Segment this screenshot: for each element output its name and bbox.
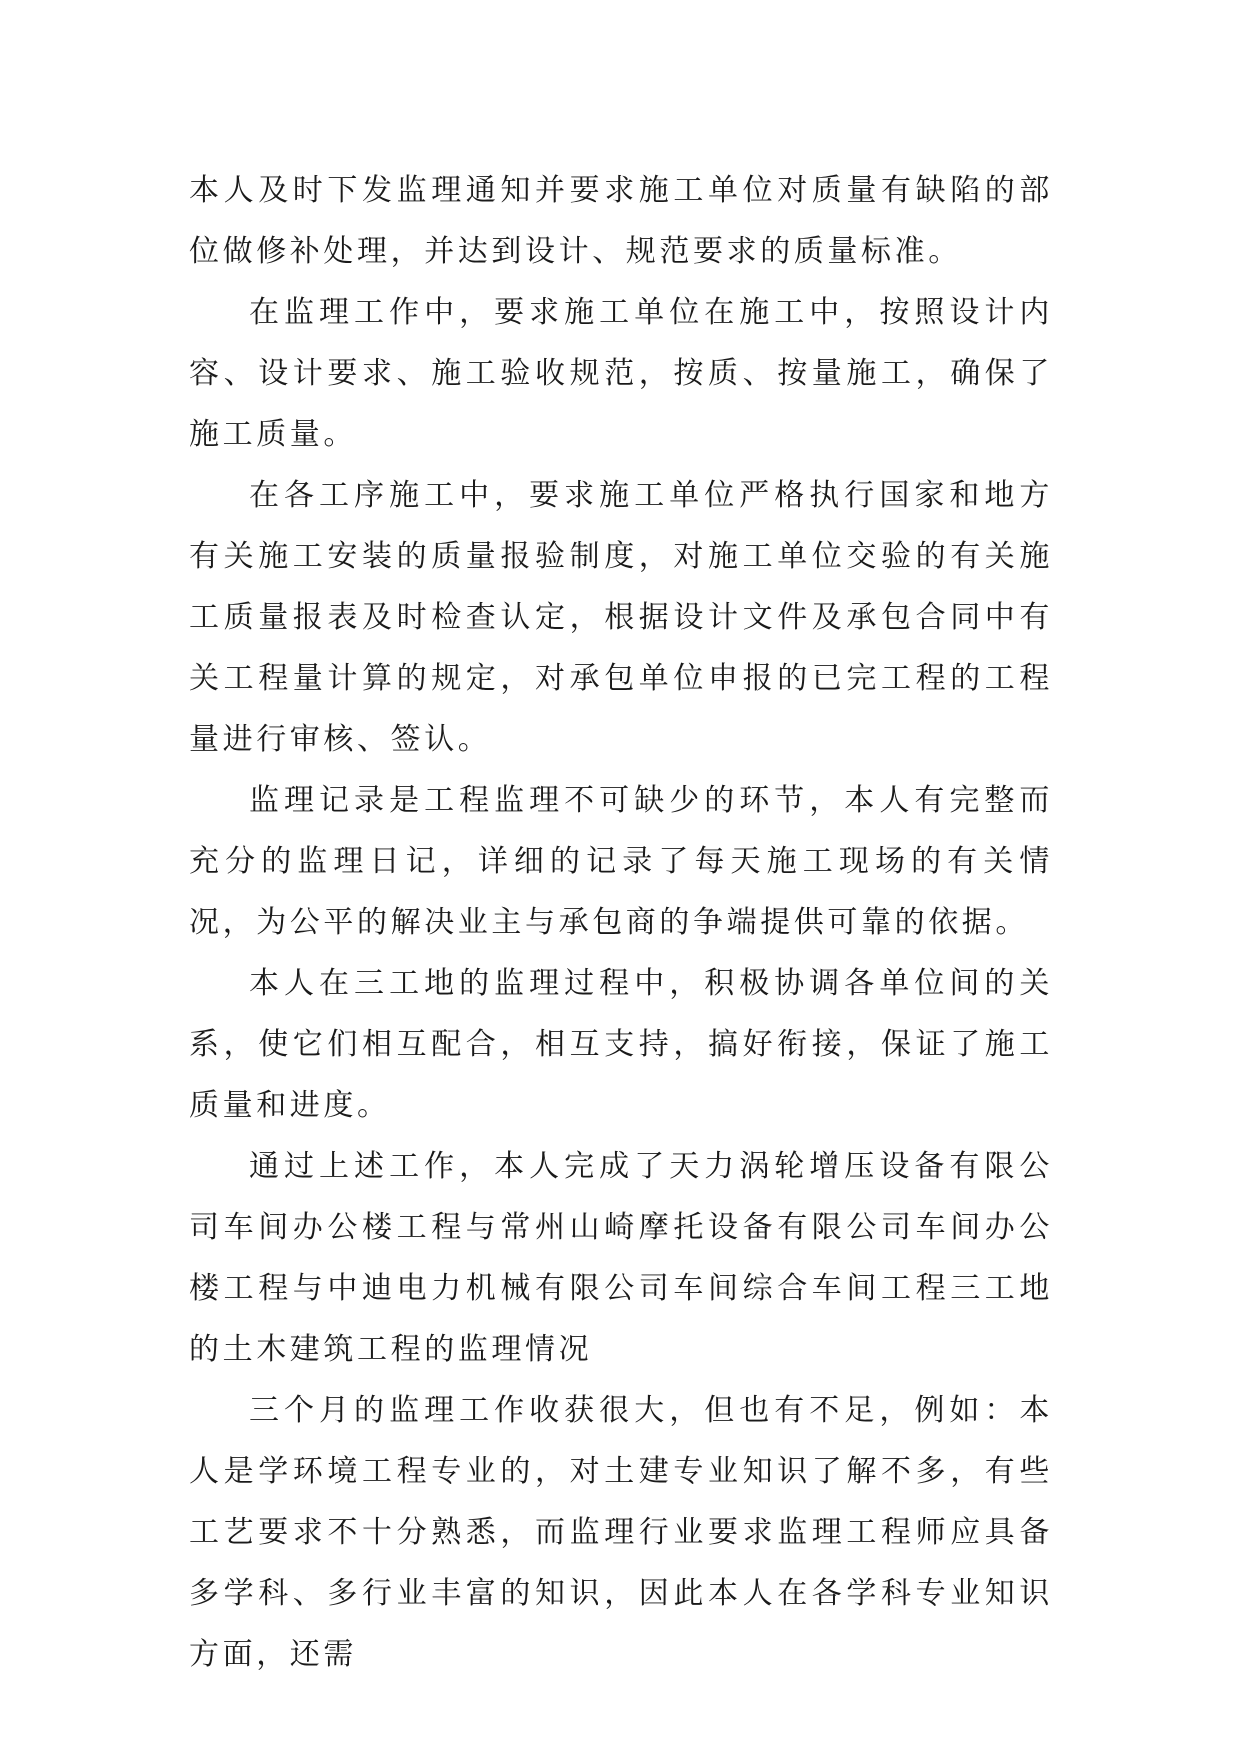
paragraph-2: 在监理工作中，要求施工单位在施工中，按照设计内容、设计要求、施工验收规范，按质、按量施工，确保了施工质量。 (189, 295, 1053, 452)
paragraph-6: 通过上述工作，本人完成了天力涡轮增压设备有限公司车间办公楼工程与常州山崎摩托设备有限公司车间办公楼工程与中迪电力机械有限公司车间综合车间工程三工地的土木建筑工程的监理情况 (189, 1149, 1053, 1367)
paragraph-3: 在各工序施工中，要求施工单位严格执行国家和地方有关施工安装的质量报验制度，对施工单位交验的有关施工质量报表及时检查认定，根据设计文件及承包合同中有关工程量计算的规定，对承包单位申报的已完工程的工程量进行审核、签认。 (189, 478, 1053, 757)
document-body (189, 160, 1053, 1685)
paragraph-4: 监理记录是工程监理不可缺少的环节，本人有完整而充分的监理日记，详细的记录了每天施工现场的有关情况，为公平的解决业主与承包商的争端提供可靠的依据。 (189, 783, 1053, 940)
paragraph-7: 三个月的监理工作收获很大，但也有不足，例如：本人是学环境工程专业的，对土建专业知识了解不多，有些工艺要求不十分熟悉，而监理行业要求监理工程师应具备多学科、多行业丰富的知识，因此本人在各学科专业知识方面，还需 (189, 1393, 1053, 1672)
paragraph-5: 本人在三工地的监理过程中，积极协调各单位间的关系，使它们相互配合，相互支持，搞好衔接，保证了施工质量和进度。 (189, 966, 1053, 1123)
paragraph-1: 本人及时下发监理通知并要求施工单位对质量有缺陷的部位做修补处理，并达到设计、规范要求的质量标准。 (189, 173, 1053, 269)
